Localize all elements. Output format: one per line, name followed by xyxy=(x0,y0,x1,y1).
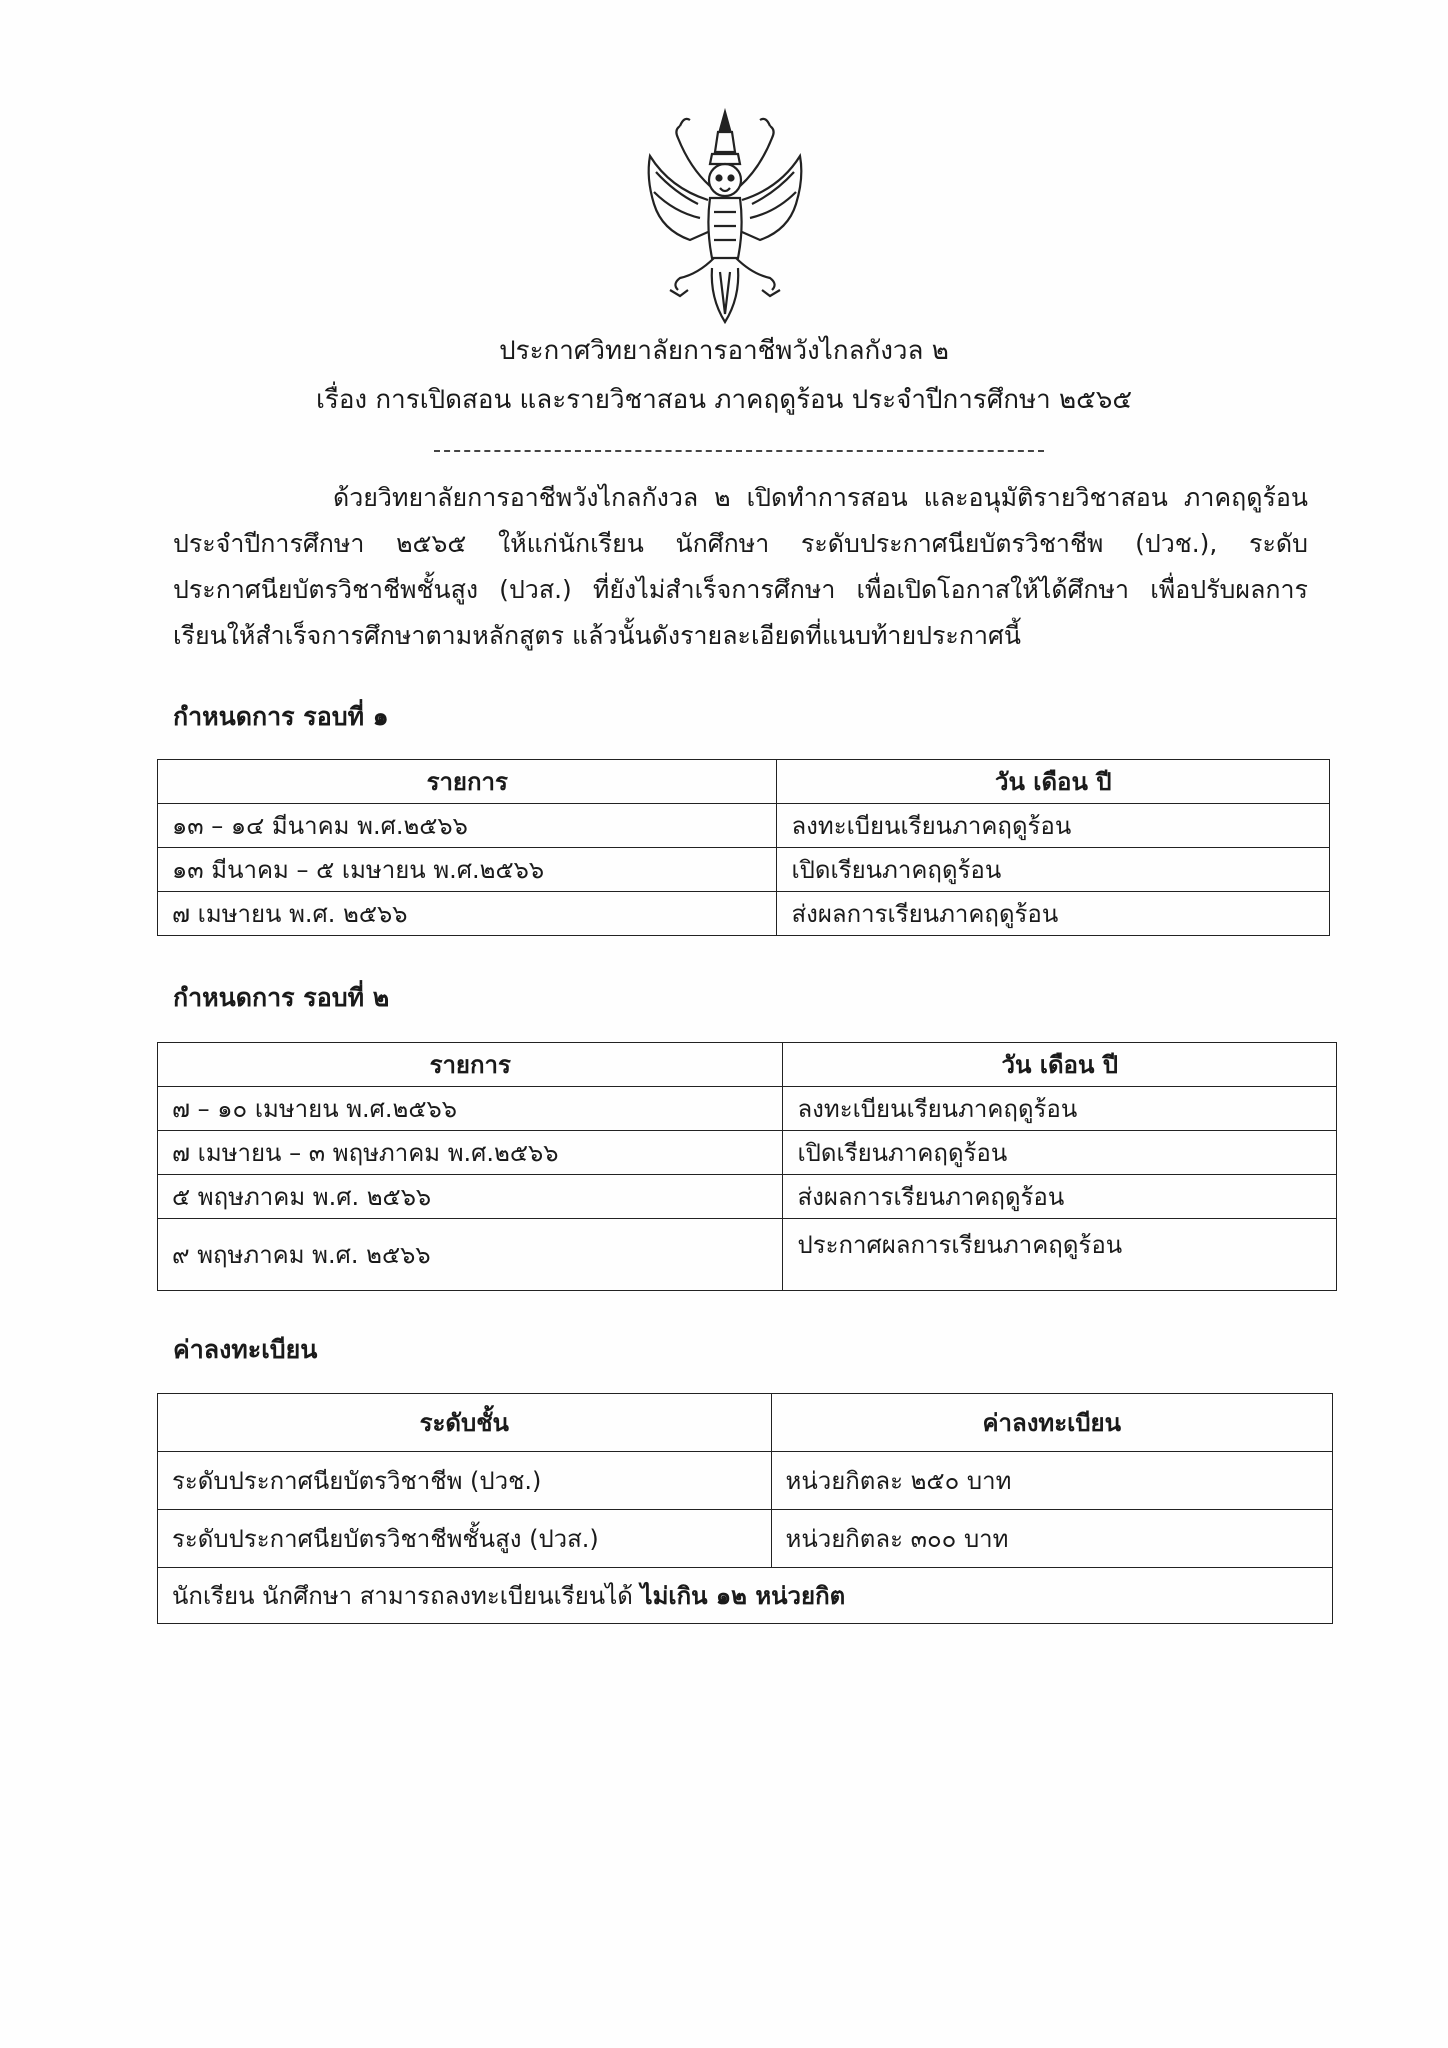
body-paragraph xyxy=(173,475,1308,659)
announcement-subject: เรื่อง การเปิดสอน และรายวิชาสอน ภาคฤดูร้อน ประจำปีการศึกษา ๒๕๖๕ xyxy=(315,385,1133,415)
level-cell: ระดับประกาศนียบัตรวิชาชีพชั้นสูง (ปวส.) xyxy=(158,1510,772,1568)
activity-cell: ประกาศผลการเรียนภาคฤดูร้อน xyxy=(783,1219,1337,1291)
round2-table xyxy=(157,1042,1337,1291)
date-cell: ๙ พฤษภาคม พ.ศ. ๒๕๖๖ xyxy=(158,1219,783,1291)
table-header-row xyxy=(158,760,1330,804)
table-row xyxy=(158,1568,1333,1624)
round2-title: กำหนดการ รอบที่ ๒ xyxy=(173,983,390,1012)
fees-table xyxy=(157,1393,1333,1624)
activity-cell: เปิดเรียนภาคฤดูร้อน xyxy=(777,848,1330,892)
activity-cell: ลงทะเบียนเรียนภาคฤดูร้อน xyxy=(783,1087,1337,1131)
table-row xyxy=(158,804,1330,848)
round1-title: กำหนดการ รอบที่ ๑ xyxy=(173,702,389,731)
table-row xyxy=(158,1219,1337,1291)
date-cell: ๑๓ – ๑๔ มีนาคม พ.ศ.๒๕๖๖ xyxy=(158,804,777,848)
activity-cell: ส่งผลการเรียนภาคฤดูร้อน xyxy=(777,892,1330,936)
activity-cell: ส่งผลการเรียนภาคฤดูร้อน xyxy=(783,1175,1337,1219)
table-header-row xyxy=(158,1043,1337,1087)
table-row xyxy=(158,1087,1337,1131)
column-header-item: รายการ xyxy=(158,760,777,804)
table-row xyxy=(158,1131,1337,1175)
divider xyxy=(434,450,1044,452)
announcement-title: ประกาศวิทยาลัยการอาชีพวังไกลกังวล ๒ xyxy=(499,336,949,366)
note-text: นักเรียน นักศึกษา สามารถลงทะเบียนเรียนได้ xyxy=(172,1582,633,1610)
garuda-emblem-icon xyxy=(640,108,810,328)
activity-cell: ลงทะเบียนเรียนภาคฤดูร้อน xyxy=(777,804,1330,848)
activity-cell: เปิดเรียนภาคฤดูร้อน xyxy=(783,1131,1337,1175)
round1-table xyxy=(157,759,1330,936)
column-header-date: วัน เดือน ปี xyxy=(783,1043,1337,1087)
column-header-date: วัน เดือน ปี xyxy=(777,760,1330,804)
table-header-row xyxy=(158,1394,1333,1452)
date-cell: ๑๓ มีนาคม – ๕ เมษายน พ.ศ.๒๕๖๖ xyxy=(158,848,777,892)
date-cell: ๗ เมษายน พ.ศ. ๒๕๖๖ xyxy=(158,892,777,936)
date-cell: ๗ เมษายน – ๓ พฤษภาคม พ.ศ.๒๕๖๖ xyxy=(158,1131,783,1175)
date-cell: ๕ พฤษภาคม พ.ศ. ๒๕๖๖ xyxy=(158,1175,783,1219)
column-header-item: รายการ xyxy=(158,1043,783,1087)
level-cell: ระดับประกาศนียบัตรวิชาชีพ (ปวช.) xyxy=(158,1452,772,1510)
column-header-fee: ค่าลงทะเบียน xyxy=(771,1394,1333,1452)
fee-cell: หน่วยกิตละ ๒๕๐ บาท xyxy=(771,1452,1333,1510)
date-cell: ๗ – ๑๐ เมษายน พ.ศ.๒๕๖๖ xyxy=(158,1087,783,1131)
fees-title: ค่าลงทะเบียน xyxy=(173,1335,318,1364)
column-header-level: ระดับชั้น xyxy=(158,1394,772,1452)
table-row xyxy=(158,892,1330,936)
fee-cell: หน่วยกิตละ ๓๐๐ บาท xyxy=(771,1510,1333,1568)
table-row xyxy=(158,848,1330,892)
credit-limit-note xyxy=(158,1568,1333,1624)
paragraph-text: ด้วยวิทยาลัยการอาชีพวังไกลกังวล ๒ เปิดทำการสอน และอนุมัติรายวิชาสอน ภาคฤดูร้อน ประจำปีการศึกษา ๒๕๖๕ ให้แก่นักเรียน นักศึกษา ระดับประกาศนียบัตรวิชาชีพ (ปวช.), ระดับประกาศนียบัตรวิชาชีพชั้นสูง (ปวส.) ที่ยังไม่สำเร็จการศึกษา เพื่อเปิดโอกาสให้ได้ศึกษา เพื่อปรับผลการเรียนให้สำเร็จการศึกษาตามหลักสูตร แล้วนั้นดังรายละเอียดที่แนบท้ายประกาศนี้ xyxy=(173,483,1308,650)
table-row xyxy=(158,1510,1333,1568)
table-row xyxy=(158,1175,1337,1219)
note-emphasis: ไม่เกิน ๑๒ หน่วยกิต xyxy=(640,1582,846,1610)
table-row xyxy=(158,1452,1333,1510)
